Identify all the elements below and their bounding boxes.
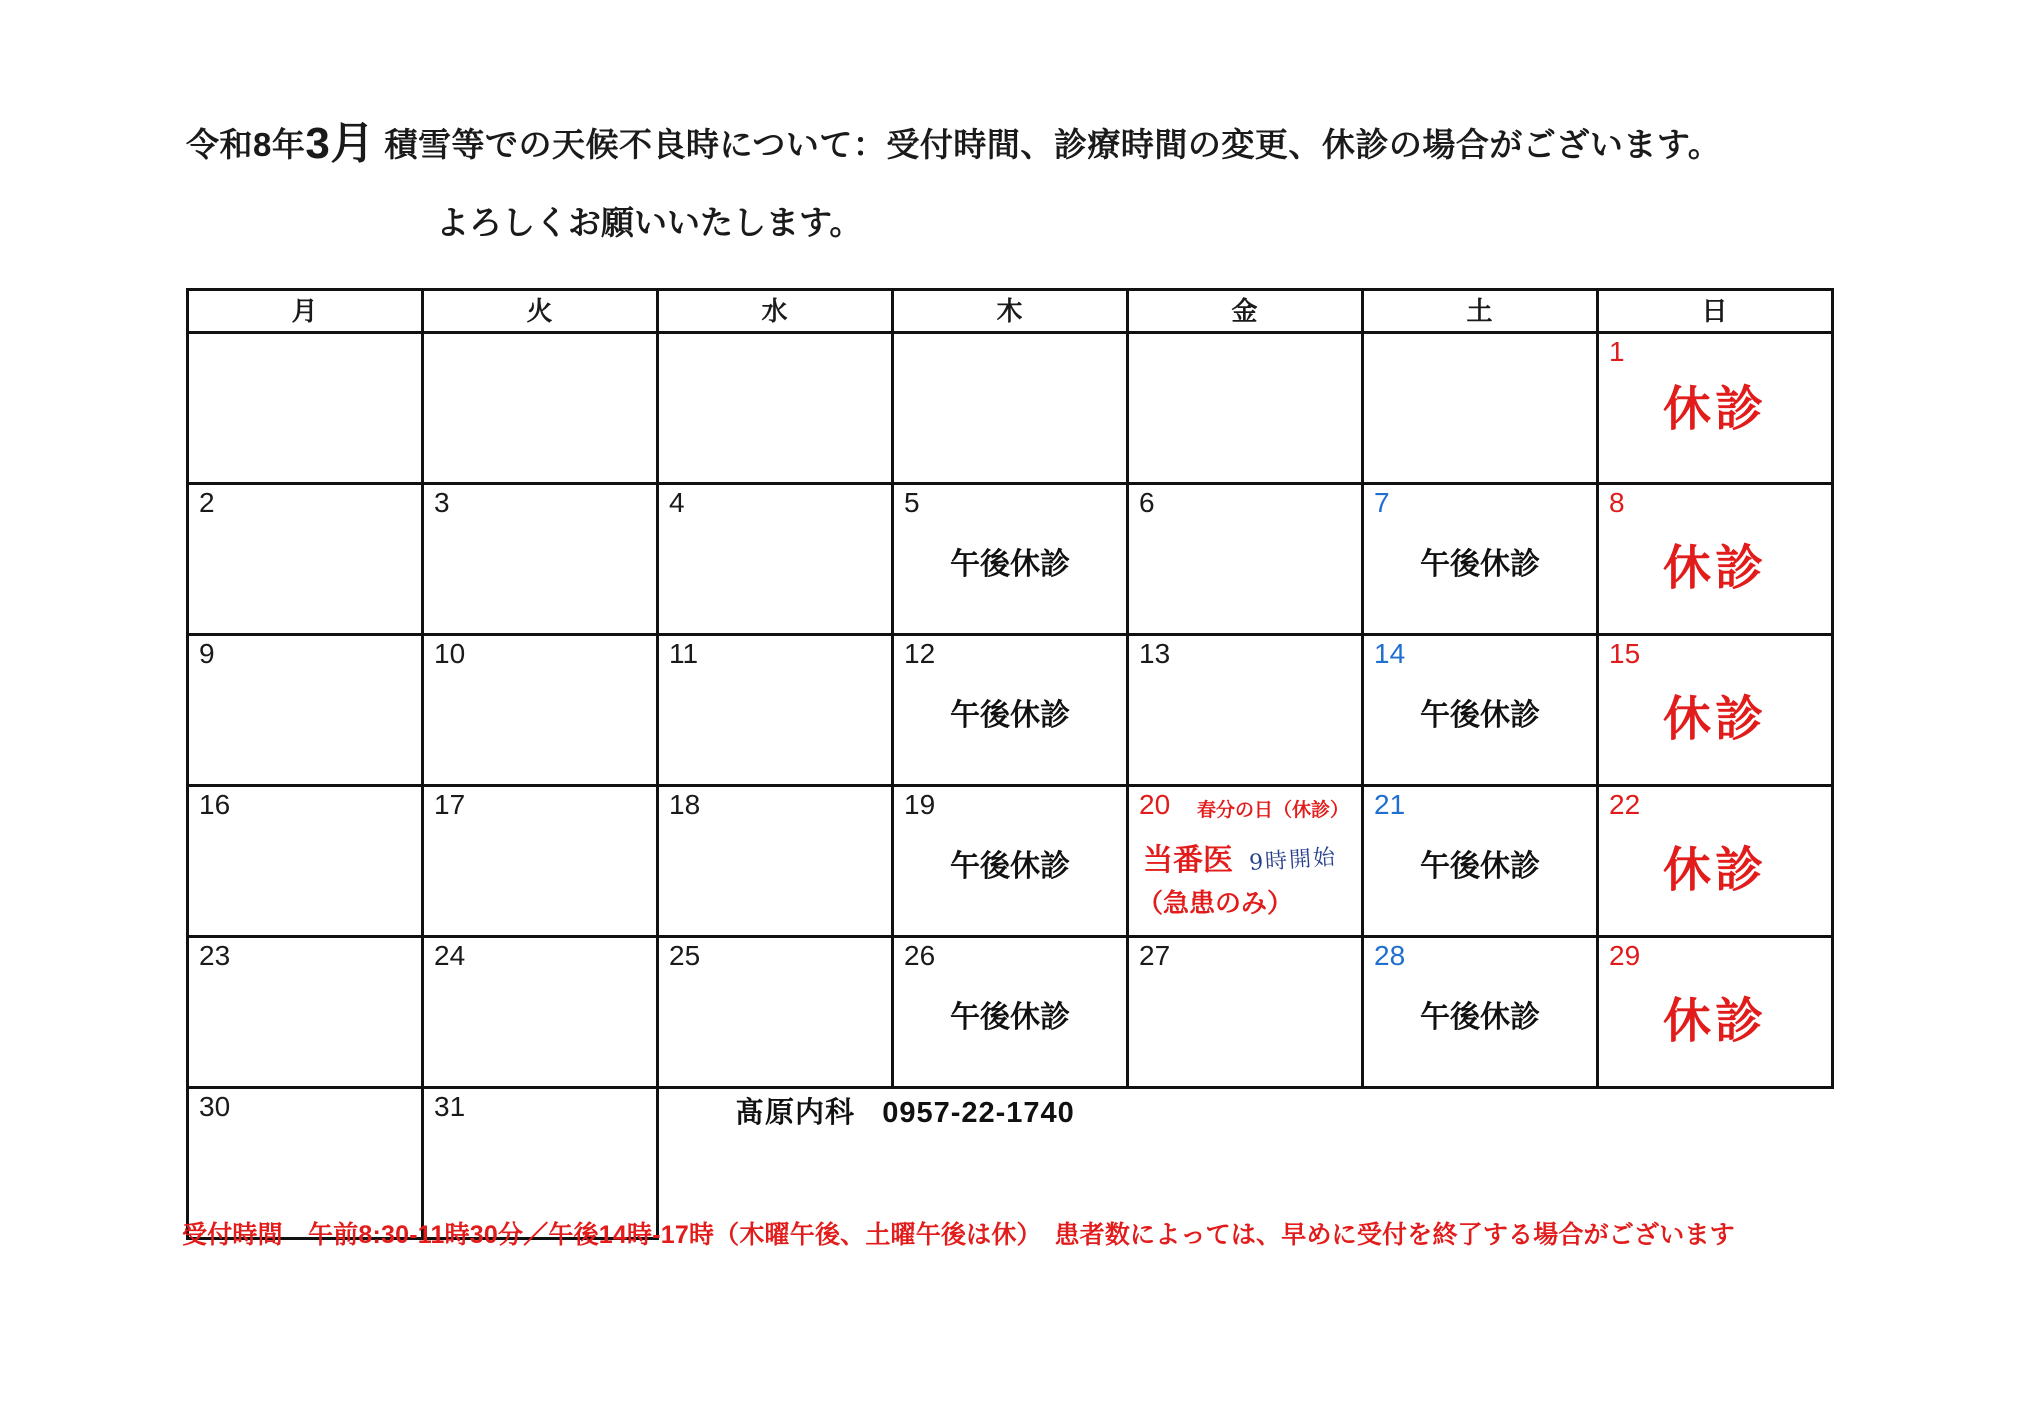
day-cell-9 <box>188 635 423 786</box>
pm-closed-label: 午後休診 <box>950 850 1070 883</box>
day-number: 7 <box>1374 487 1390 518</box>
day-cell-11 <box>658 635 893 786</box>
day-number: 10 <box>434 638 466 669</box>
closed-label: 休診 <box>1662 542 1768 595</box>
calendar-week-row <box>188 937 1833 1088</box>
day-cell-5 <box>893 484 1128 635</box>
day-cell-23 <box>188 937 423 1088</box>
day-number: 27 <box>1139 940 1171 971</box>
dow-sun: 日 <box>1598 290 1833 333</box>
clinic-contact <box>735 1090 1075 1131</box>
day-number: 3 <box>434 487 450 518</box>
day-number: 22 <box>1609 789 1641 820</box>
day-cell-2 <box>188 484 423 635</box>
day-number: 28 <box>1374 940 1406 971</box>
day-number: 21 <box>1374 789 1406 820</box>
dow-thu: 木 <box>893 290 1128 333</box>
day-cell-26 <box>893 937 1128 1088</box>
calendar-week-row <box>188 333 1833 484</box>
day-cell-22 <box>1598 786 1833 937</box>
day-cell-24 <box>423 937 658 1088</box>
calendar-week-row <box>188 786 1833 937</box>
day-cell-empty <box>893 333 1128 484</box>
day-number: 24 <box>434 940 466 971</box>
pm-closed-label: 午後休診 <box>1420 548 1540 581</box>
pm-closed-label: 午後休診 <box>950 548 1070 581</box>
holiday-name-label: 春分の日（休診） <box>1197 800 1350 821</box>
day-cell-21 <box>1363 786 1598 937</box>
day-number: 2 <box>199 487 215 518</box>
day-number: 9 <box>199 638 215 669</box>
day-number: 29 <box>1609 940 1641 971</box>
day-cell-7 <box>1363 484 1598 635</box>
reception-hours-notice: 受付時間 午前8:30-11時30分／午後14時-17時（木曜午後、土曜午後は休） 患者数によっては、早めに受付を終了する場合がございます <box>182 1221 1735 1249</box>
day-cell-4 <box>658 484 893 635</box>
day-cell-16 <box>188 786 423 937</box>
day-number: 8 <box>1609 487 1625 518</box>
closed-label: 休診 <box>1662 693 1768 746</box>
clinic-phone: 0957-22-1740 <box>882 1097 1075 1129</box>
calendar-header-row <box>188 290 1833 333</box>
day-cell-empty <box>188 333 423 484</box>
day-cell-8 <box>1598 484 1833 635</box>
day-number: 6 <box>1139 487 1155 518</box>
day-cell-25 <box>658 937 893 1088</box>
closed-label: 休診 <box>1662 995 1768 1048</box>
day-number: 25 <box>669 940 701 971</box>
day-cell-12 <box>893 635 1128 786</box>
pm-closed-label: 午後休診 <box>950 1001 1070 1034</box>
day-number: 20 <box>1139 789 1171 820</box>
day-number: 13 <box>1139 638 1171 669</box>
header-line-1 <box>186 118 1886 171</box>
day-cell-14 <box>1363 635 1598 786</box>
dow-sat: 土 <box>1363 290 1598 333</box>
day-cell-29 <box>1598 937 1833 1088</box>
pm-closed-label: 午後休診 <box>1420 850 1540 883</box>
day-cell-1 <box>1598 333 1833 484</box>
day-cell-empty <box>1363 333 1598 484</box>
header-line-2: よろしくお願いいたします。 <box>436 203 863 241</box>
closed-label: 休診 <box>1662 383 1768 436</box>
day-cell-empty <box>1128 333 1363 484</box>
day-number: 16 <box>199 789 231 820</box>
day-cell-empty <box>423 333 658 484</box>
day-cell-28 <box>1363 937 1598 1088</box>
day-number: 23 <box>199 940 231 971</box>
calendar-week-row <box>188 635 1833 786</box>
pm-closed-label: 午後休診 <box>1420 699 1540 732</box>
day-number: 11 <box>669 638 699 669</box>
day-number: 4 <box>669 487 685 518</box>
day-number: 17 <box>434 789 466 820</box>
document-header <box>186 118 1886 244</box>
calendar-week-row <box>188 484 1833 635</box>
day-number: 19 <box>904 789 936 820</box>
duty-doctor-handwritten-note: 9時開始 <box>1248 844 1338 877</box>
day-number: 31 <box>434 1091 466 1122</box>
dow-tue: 火 <box>423 290 658 333</box>
day-number: 26 <box>904 940 936 971</box>
era-month: 令和8年3月 <box>186 119 375 168</box>
day-cell-10 <box>423 635 658 786</box>
header-weather-notice: 積雪等での天候不良時について：受付時間、診療時間の変更、休診の場合がございます。 <box>384 126 1722 163</box>
day-number: 1 <box>1609 336 1625 367</box>
day-cell-15 <box>1598 635 1833 786</box>
day-number: 15 <box>1609 638 1641 669</box>
clinic-name: 髙原内科 <box>735 1097 856 1129</box>
dow-fri: 金 <box>1128 290 1363 333</box>
day-cell-19 <box>893 786 1128 937</box>
day-cell-18 <box>658 786 893 937</box>
day-number: 30 <box>199 1091 231 1122</box>
day-number: 12 <box>904 638 936 669</box>
day-cell-empty <box>658 333 893 484</box>
emergency-only-label: （急患のみ） <box>1137 888 1294 918</box>
duty-doctor-label: 当番医 <box>1143 844 1233 877</box>
day-number: 18 <box>669 789 701 820</box>
day-cell-3 <box>423 484 658 635</box>
dow-wed: 水 <box>658 290 893 333</box>
day-cell-27 <box>1128 937 1363 1088</box>
pm-closed-label: 午後休診 <box>950 699 1070 732</box>
closed-label: 休診 <box>1662 844 1768 897</box>
pm-closed-label: 午後休診 <box>1420 1001 1540 1034</box>
day-cell-13 <box>1128 635 1363 786</box>
day-cell-6 <box>1128 484 1363 635</box>
dow-mon: 月 <box>188 290 423 333</box>
day-cell-17 <box>423 786 658 937</box>
day-cell-20 <box>1128 786 1363 937</box>
day-number: 14 <box>1374 638 1406 669</box>
day-number: 5 <box>904 487 920 518</box>
